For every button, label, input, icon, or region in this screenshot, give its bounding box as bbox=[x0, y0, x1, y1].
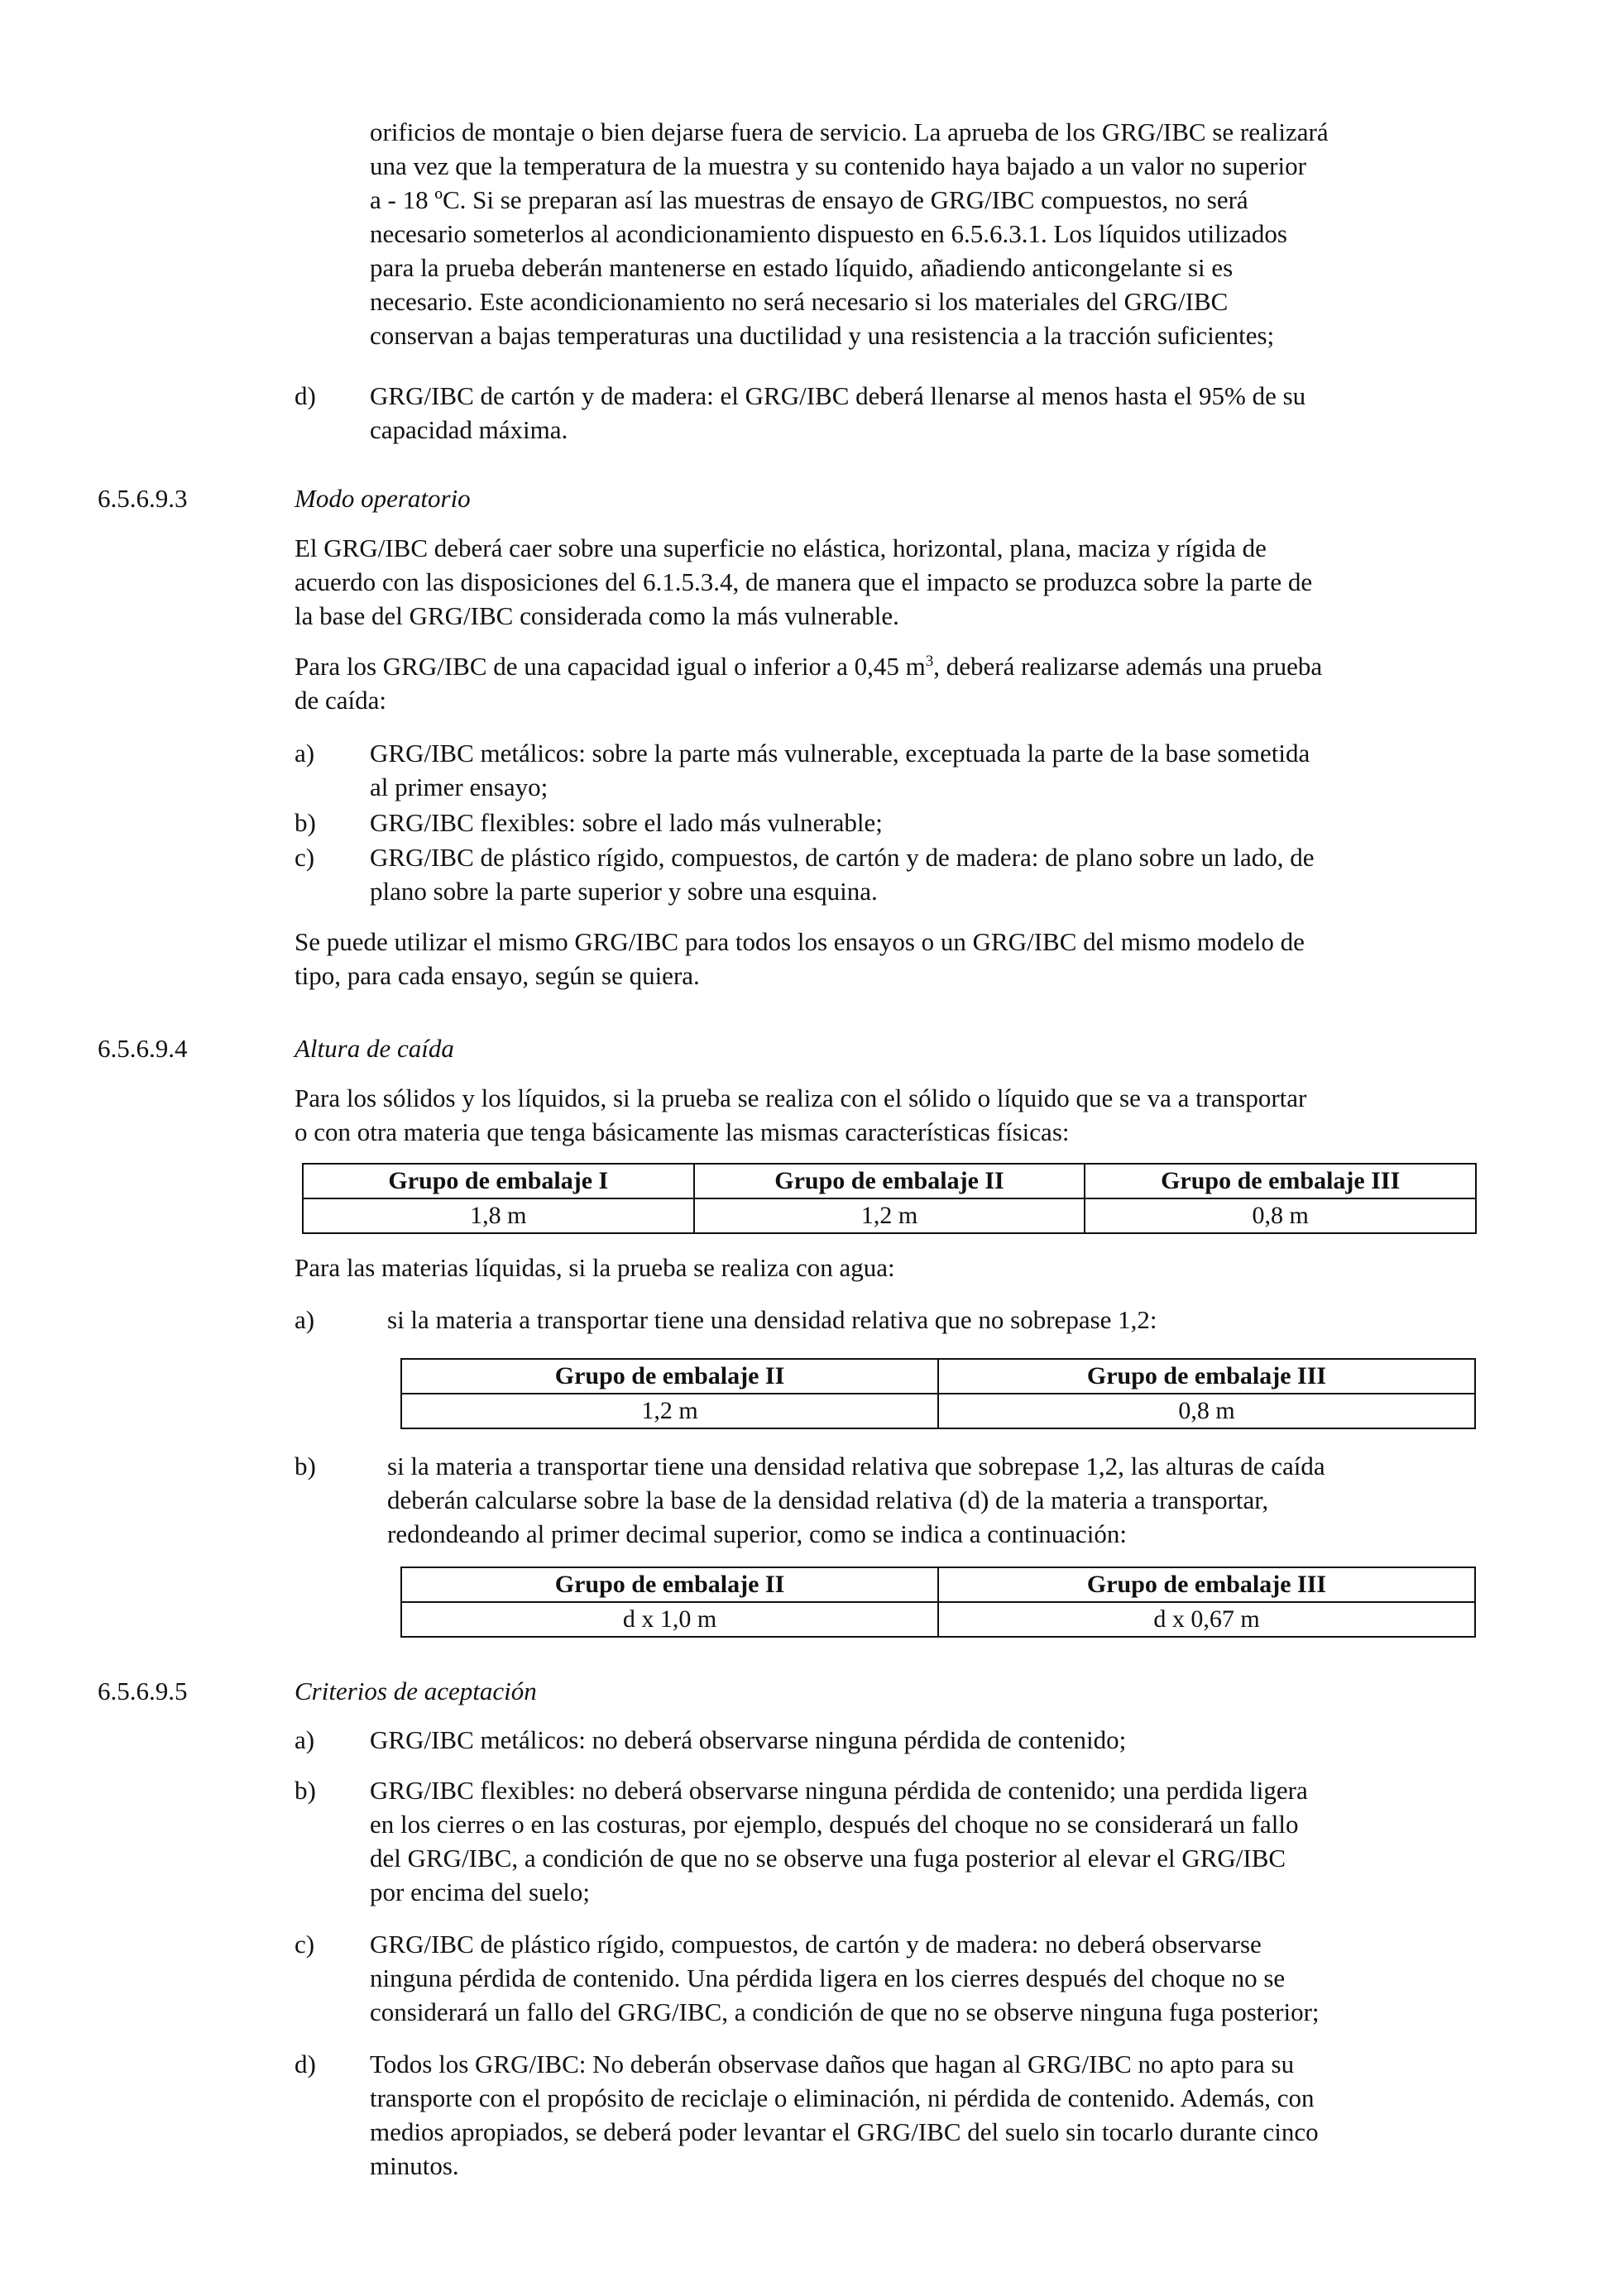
section-paragraph bbox=[295, 649, 1481, 717]
text-line: una vez que la temperatura de la muestra y su contenido haya bajado a un valor no superior bbox=[370, 151, 1306, 180]
intro-paragraph bbox=[370, 115, 1481, 352]
text-line: a - 18 ºC. Si se preparan así las muestras de ensayo de GRG/IBC compuestos, no será bbox=[370, 185, 1248, 214]
table-row bbox=[401, 1394, 1475, 1428]
table-header-cell: Grupo de embalaje II bbox=[401, 1359, 938, 1394]
section-number: 6.5.6.9.3 bbox=[98, 484, 188, 513]
superscript: 3 bbox=[925, 653, 934, 670]
list-item-letter: b) bbox=[295, 808, 316, 837]
list-item-letter: a) bbox=[295, 739, 315, 768]
text-line: plano sobre la parte superior y sobre una esquina. bbox=[370, 877, 878, 906]
section-title: Modo operatorio bbox=[295, 484, 471, 513]
text-line: orificios de montaje o bien dejarse fuera de servicio. La aprueba de los GRG/IBC se realizará bbox=[370, 117, 1329, 146]
drop-height-table-1 bbox=[302, 1163, 1477, 1234]
text-line: Todos los GRG/IBC: No deberán observase daños que hagan al GRG/IBC no apto para su bbox=[370, 2050, 1295, 2078]
text-line: GRG/IBC de cartón y de madera: el GRG/IBC deberá llenarse al menos hasta el 95% de su bbox=[370, 381, 1306, 410]
list-item-letter: a) bbox=[295, 1305, 315, 1334]
table-cell: 0,8 m bbox=[938, 1394, 1475, 1428]
table-row bbox=[401, 1602, 1475, 1637]
table-header-cell: Grupo de embalaje III bbox=[1085, 1164, 1476, 1198]
section-paragraph bbox=[295, 1251, 1481, 1284]
text-line: capacidad máxima. bbox=[370, 415, 568, 444]
table-cell: 1,8 m bbox=[303, 1198, 694, 1233]
text-line: si la materia a transportar tiene una densidad relativa que sobrepase 1,2, las alturas de caída bbox=[387, 1452, 1325, 1480]
text-line: ninguna pérdida de contenido. Una pérdida ligera en los cierres después del choque no se bbox=[370, 1964, 1286, 1992]
table-cell: 1,2 m bbox=[401, 1394, 938, 1428]
text-line: para la prueba deberán mantenerse en estado líquido, añadiendo anticongelante si es bbox=[370, 253, 1234, 282]
table-header-cell: Grupo de embalaje II bbox=[694, 1164, 1085, 1198]
list-item-letter: b) bbox=[295, 1776, 316, 1805]
table-cell: 0,8 m bbox=[1085, 1198, 1476, 1233]
text-line: transporte con el propósito de reciclaje o eliminación, ni pérdida de contenido. Además, con bbox=[370, 2083, 1315, 2112]
drop-height-table-2 bbox=[400, 1358, 1476, 1429]
list-item-letter: d) bbox=[295, 381, 316, 410]
section-paragraph bbox=[295, 531, 1481, 633]
text-line: considerará un fallo del GRG/IBC, a condición de que no se observe ninguna fuga posterior; bbox=[370, 1997, 1320, 2026]
text-line: de caída: bbox=[295, 686, 387, 715]
text-line: GRG/IBC metálicos: sobre la parte más vulnerable, exceptuada la parte de la base sometida bbox=[370, 739, 1310, 768]
text-line: necesario. Este acondicionamiento no será necesario si los materiales del GRG/IBC bbox=[370, 287, 1229, 316]
text-span: Para los GRG/IBC de una capacidad igual o inferior a 0,45 m bbox=[295, 652, 926, 681]
text-line: Para las materias líquidas, si la prueba se realiza con agua: bbox=[295, 1253, 895, 1282]
text-line: del GRG/IBC, a condición de que no se observe una fuga posterior al elevar el GRG/IBC bbox=[370, 1844, 1286, 1873]
text-line: Se puede utilizar el mismo GRG/IBC para todos los ensayos o un GRG/IBC del mismo modelo de bbox=[295, 927, 1305, 956]
text-line: tipo, para cada ensayo, según se quiera. bbox=[295, 961, 700, 990]
text-line bbox=[295, 649, 1481, 683]
list-item-letter: d) bbox=[295, 2050, 316, 2078]
table-header-row bbox=[401, 1359, 1475, 1394]
text-line: Para los sólidos y los líquidos, si la prueba se realiza con el sólido o líquido que se va a transportar bbox=[295, 1083, 1307, 1112]
section-number: 6.5.6.9.5 bbox=[98, 1677, 188, 1705]
list-item-letter: c) bbox=[295, 843, 315, 872]
text-line: GRG/IBC de plástico rígido, compuestos, de cartón y de madera: no deberá observarse bbox=[370, 1930, 1262, 1959]
section-title: Criterios de aceptación bbox=[295, 1677, 537, 1705]
text-line: al primer ensayo; bbox=[370, 773, 549, 801]
text-line: deberán calcularse sobre la base de la densidad relativa (d) de la materia a transportar, bbox=[387, 1485, 1269, 1514]
section-number: 6.5.6.9.4 bbox=[98, 1034, 188, 1063]
text-line: minutos. bbox=[370, 2151, 459, 2180]
table-header-cell: Grupo de embalaje II bbox=[401, 1567, 938, 1602]
text-line: GRG/IBC flexibles: sobre el lado más vulnerable; bbox=[370, 808, 883, 837]
text-line: GRG/IBC de plástico rígido, compuestos, de cartón y de madera: de plano sobre un lado, de bbox=[370, 843, 1315, 872]
table-cell: d x 0,67 m bbox=[938, 1602, 1475, 1637]
section-title: Altura de caída bbox=[295, 1034, 454, 1063]
text-line: GRG/IBC flexibles: no deberá observarse ninguna pérdida de contenido; una perdida ligera bbox=[370, 1776, 1308, 1805]
text-line: si la materia a transportar tiene una densidad relativa que no sobrepase 1,2: bbox=[387, 1305, 1157, 1334]
text-line: necesario someterlos al acondicionamiento dispuesto en 6.5.6.3.1. Los líquidos utilizados bbox=[370, 219, 1287, 248]
drop-height-table-3 bbox=[400, 1567, 1476, 1638]
text-line: por encima del suelo; bbox=[370, 1877, 590, 1906]
section-paragraph bbox=[295, 925, 1481, 993]
text-line: redondeando al primer decimal superior, como se indica a continuación: bbox=[387, 1519, 1127, 1548]
table-row bbox=[303, 1198, 1476, 1233]
text-line: la base del GRG/IBC considerada como la más vulnerable. bbox=[295, 601, 899, 630]
table-header-row bbox=[401, 1567, 1475, 1602]
table-header-cell: Grupo de embalaje I bbox=[303, 1164, 694, 1198]
table-header-cell: Grupo de embalaje III bbox=[938, 1359, 1475, 1394]
text-line: medios apropiados, se deberá poder levantar el GRG/IBC del suelo sin tocarlo durante cinco bbox=[370, 2117, 1319, 2146]
table-header-cell: Grupo de embalaje III bbox=[938, 1567, 1475, 1602]
text-line: El GRG/IBC deberá caer sobre una superficie no elástica, horizontal, plana, maciza y rígida de bbox=[295, 533, 1267, 562]
list-item-letter: a) bbox=[295, 1725, 315, 1754]
list-item-letter: b) bbox=[295, 1452, 316, 1480]
section-paragraph bbox=[295, 1081, 1481, 1149]
text-line: o con otra materia que tenga básicamente las mismas características físicas: bbox=[295, 1117, 1070, 1146]
table-cell: 1,2 m bbox=[694, 1198, 1085, 1233]
text-span: , deberá realizarse además una prueba bbox=[933, 652, 1323, 681]
table-cell: d x 1,0 m bbox=[401, 1602, 938, 1637]
text-line: acuerdo con las disposiciones del 6.1.5.3.4, de manera que el impacto se produzca sobre la parte de bbox=[295, 567, 1313, 596]
text-line: conservan a bajas temperaturas una ductilidad y una resistencia a la tracción suficientes; bbox=[370, 321, 1275, 350]
text-line: en los cierres o en las costuras, por ejemplo, después del choque no se considerará un fallo bbox=[370, 1810, 1299, 1839]
text-line: GRG/IBC metálicos: no deberá observarse ninguna pérdida de contenido; bbox=[370, 1725, 1127, 1754]
table-header-row bbox=[303, 1164, 1476, 1198]
list-item-letter: c) bbox=[295, 1930, 315, 1959]
